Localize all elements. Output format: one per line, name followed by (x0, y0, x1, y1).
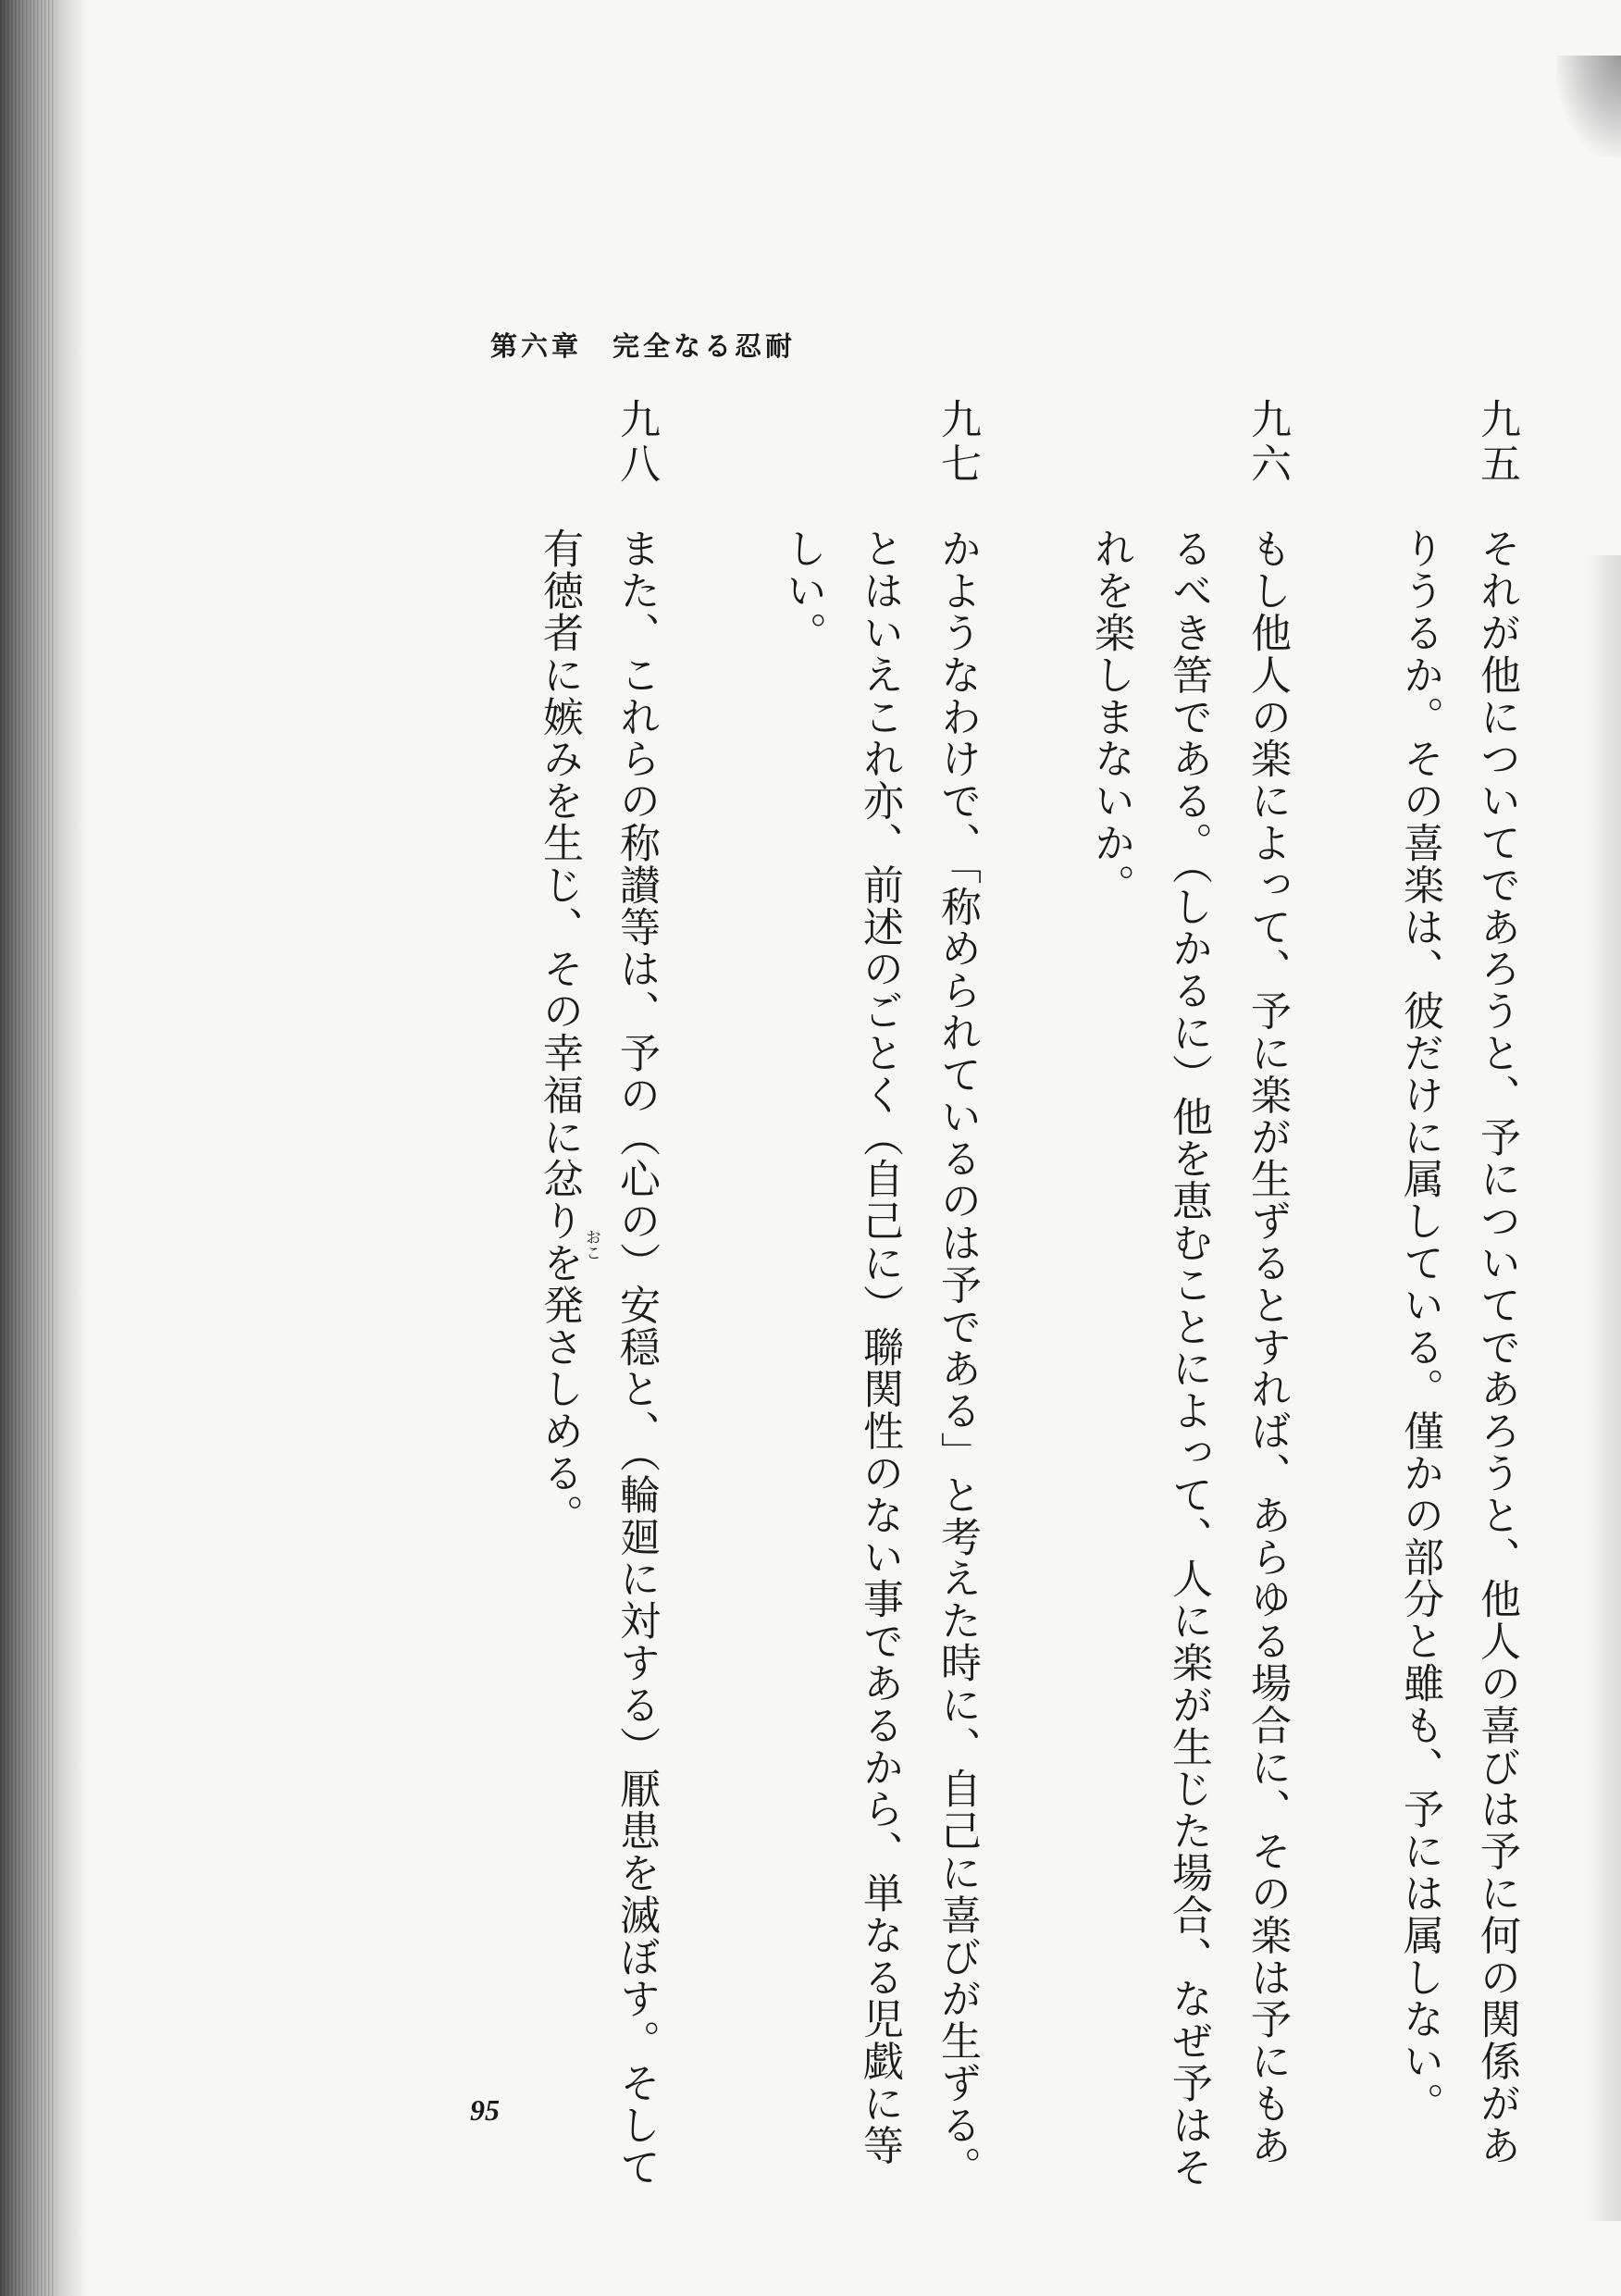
verse-97-line-2: とはいえこれ亦、前述のごとく（自己に）聯関性のない事であるから、単なる児戯に等 (856, 527, 903, 2166)
running-head: 第六章 完全なる忍耐 (490, 330, 797, 362)
verse-95-line-1: それが他についてであろうと、予についてであろうと、他人の喜びは予に何の関係があ (1473, 527, 1520, 2166)
gutter-scan-lines (0, 0, 56, 2296)
verse-96-line-1: もし他人の楽によって、予に楽が生ずるとすれば、あらゆる場合に、その楽は予にもあ (1244, 527, 1291, 2166)
furigana-okosu: おこ (582, 1229, 600, 1260)
page-number: 95 (470, 2093, 500, 2127)
verse-96-line-2: るべき筈である。（しかるに）他を恵むことによって、人に楽が生じた場合、なぜ予はそ (1165, 527, 1212, 2188)
verse-number-98: 九八 (613, 398, 660, 487)
verse-98-line-1: また、これらの称讃等は、予の（心の）安穏と、（輪廻に対する）厭患を滅ぼす。そして (613, 527, 660, 2188)
verse-number-95: 九五 (1473, 398, 1520, 487)
page-corner-shadow (1556, 56, 1621, 157)
right-edge-shading (1584, 555, 1621, 2221)
verse-number-97: 九七 (934, 398, 981, 487)
verse-97-line-1: かようなわけで、「称められているのは予である」と考えた時に、自己に喜びが生ずる。 (934, 527, 981, 2188)
verse-95-line-2: りうるか。その喜楽は、彼だけに属している。僅かの部分と雖も、予には属しない。 (1396, 527, 1443, 2125)
verse-97-line-3: しい。 (779, 527, 826, 654)
verse-96-line-3: れを楽しまないか。 (1087, 527, 1134, 906)
verse-98-line-2: 有徳者に嫉みを生じ、その幸福に忿りを発さしめる。 (536, 527, 583, 1536)
verse-number-96: 九六 (1244, 398, 1291, 487)
